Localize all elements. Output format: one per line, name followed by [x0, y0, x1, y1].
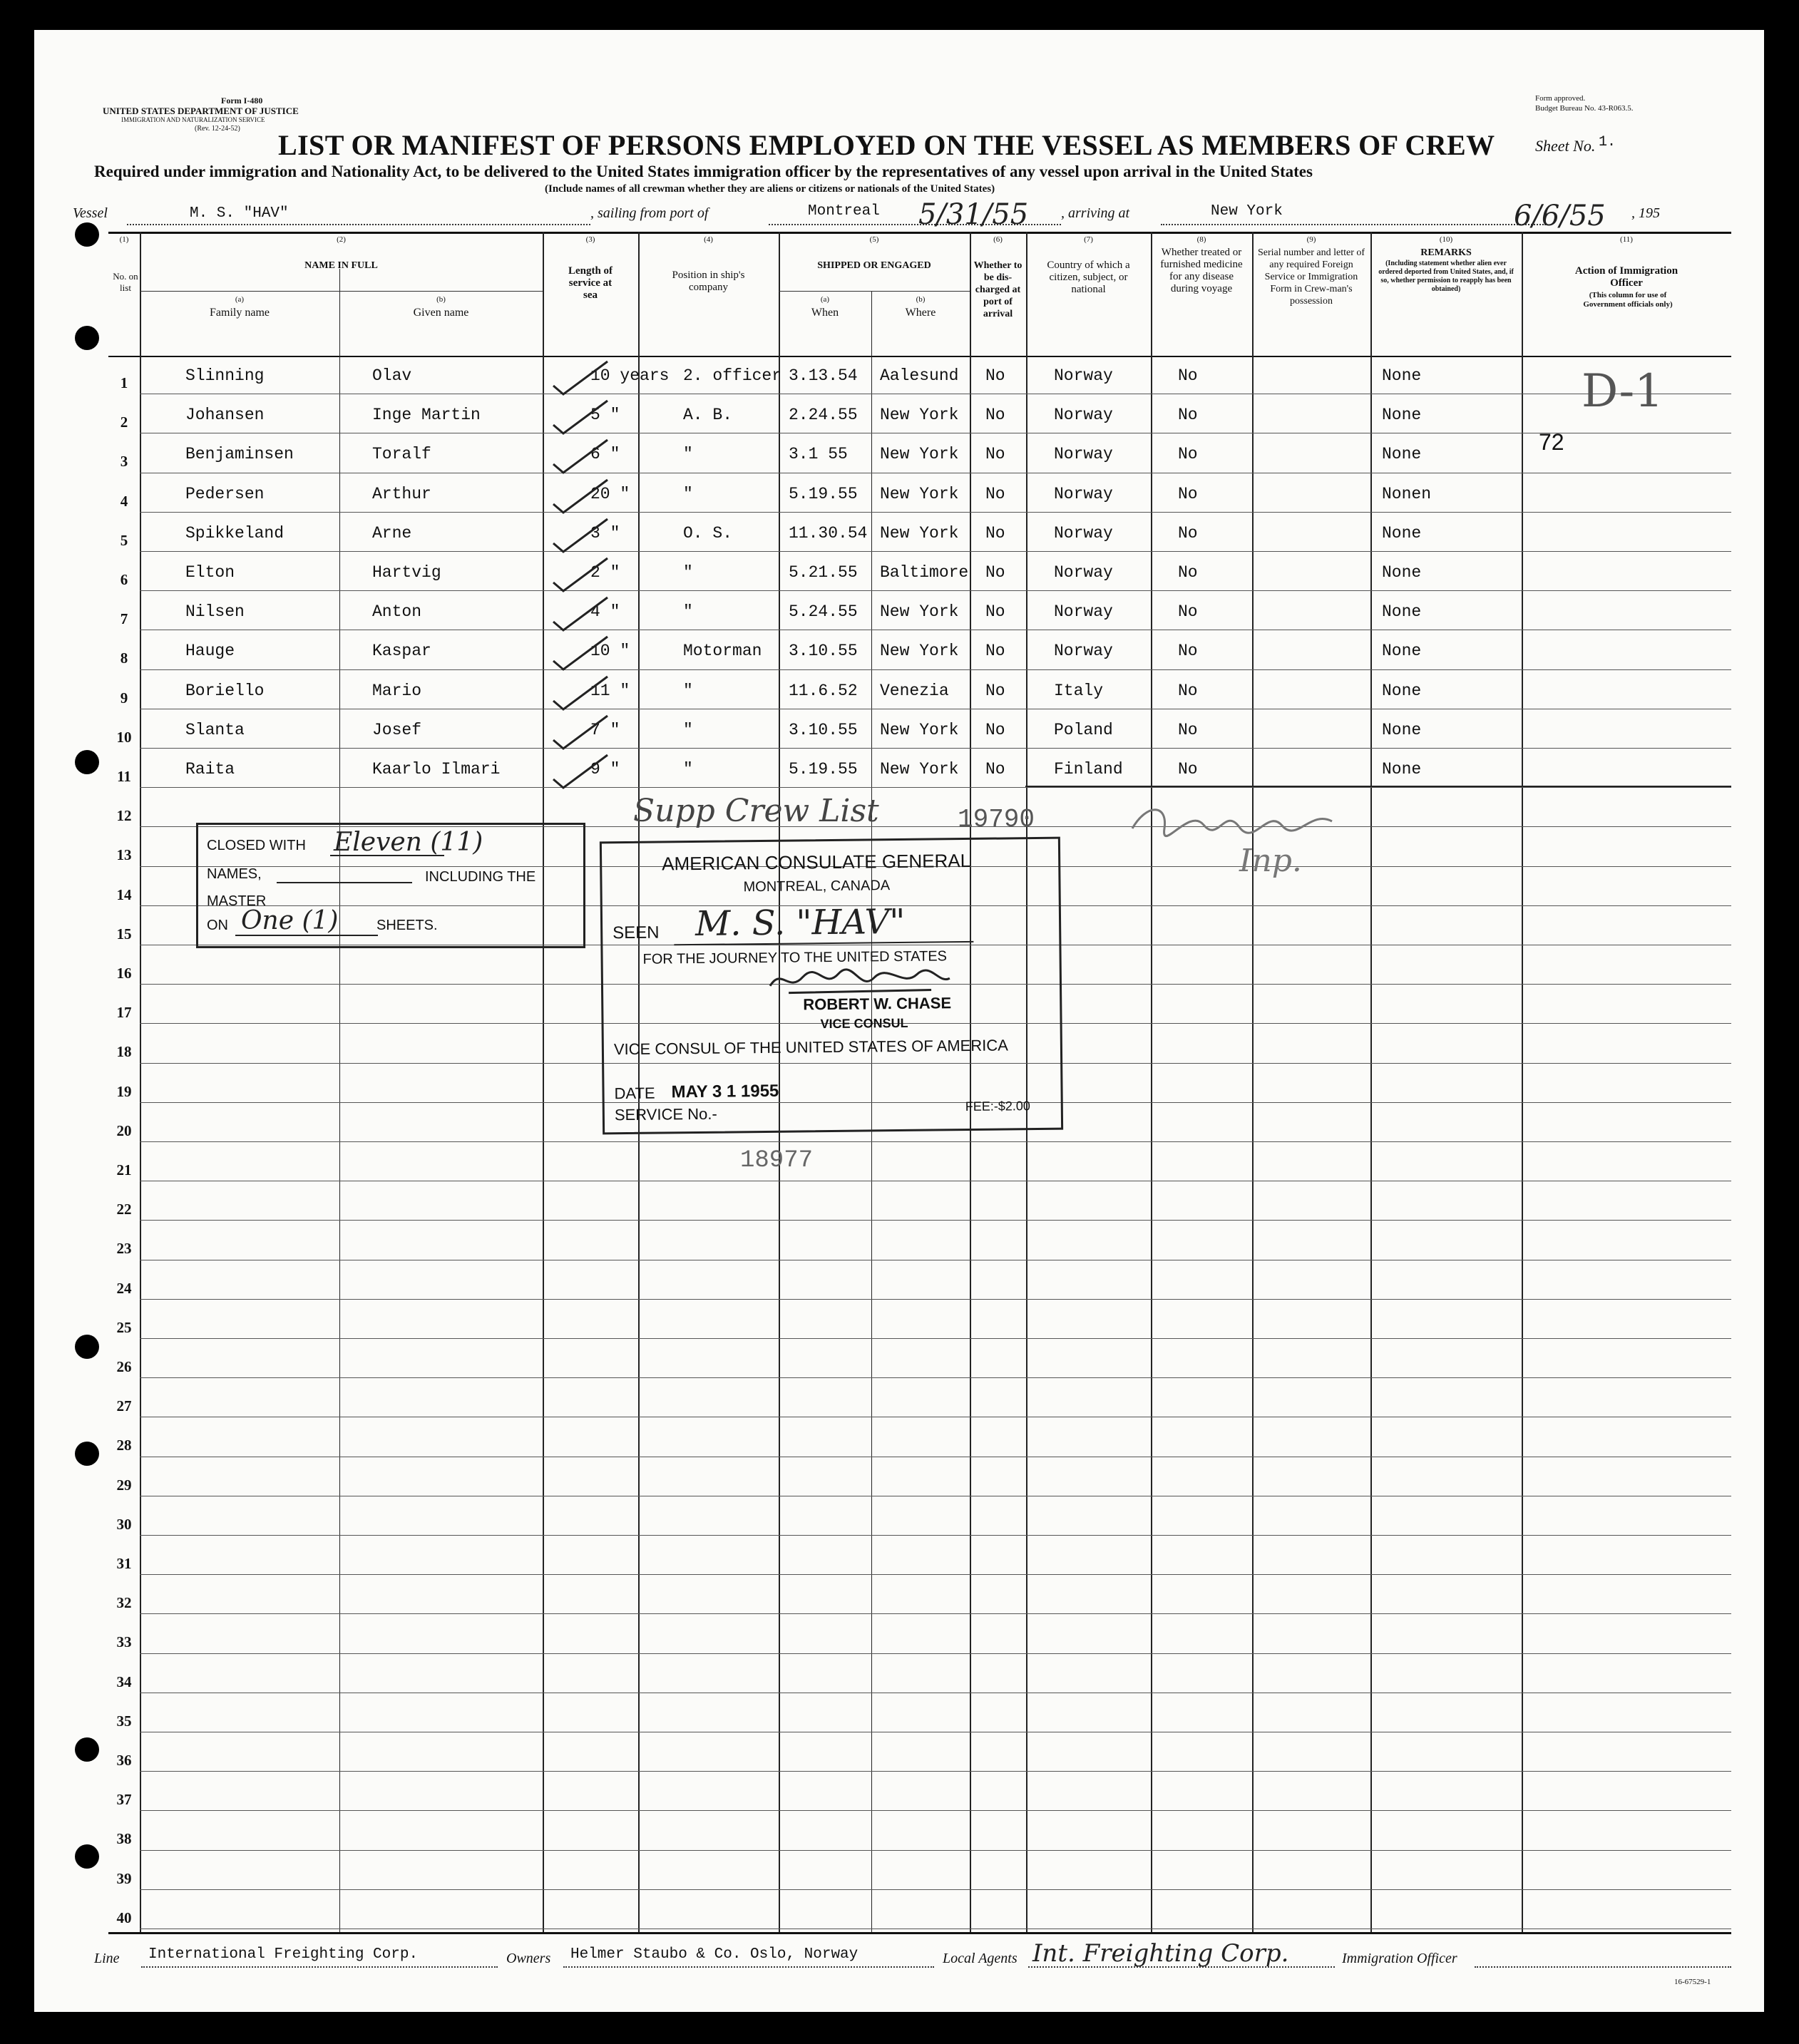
row-number: 23 — [116, 1240, 132, 1258]
row-number: 33 — [116, 1633, 132, 1651]
row-number: 38 — [116, 1830, 132, 1848]
row-number: 10 — [116, 728, 132, 746]
medicine-cell: No — [1178, 406, 1198, 425]
sheets-count: One (1) — [241, 906, 339, 935]
row-number: 8 — [120, 649, 128, 667]
arrival-port: New York — [1211, 203, 1283, 220]
row-number: 28 — [116, 1437, 132, 1454]
remarks-cell: None — [1382, 445, 1422, 464]
row-number: 4 — [120, 492, 128, 510]
family-name-cell: Slinning — [185, 366, 265, 385]
row-rule — [140, 1220, 1731, 1221]
remarks-cell: None — [1382, 602, 1422, 622]
seen-vessel: M. S. "HAV" — [695, 901, 906, 944]
consulate-title: AMERICAN CONSULATE GENERAL — [662, 849, 971, 875]
row-number: 36 — [116, 1752, 132, 1769]
row-number: 9 — [120, 689, 128, 707]
remarks-cell: None — [1382, 681, 1422, 700]
position-cell: " — [683, 602, 693, 622]
row-number: 7 — [120, 610, 128, 628]
col-number-label: (10) — [1439, 235, 1453, 244]
consulate-stamp — [600, 837, 1063, 1135]
row-rule — [140, 1613, 1731, 1614]
discharged-cell: No — [985, 720, 1005, 739]
arrival-date: 6/6/55 — [1514, 200, 1606, 232]
action-mark: D-1 — [1582, 365, 1664, 418]
row-number: 32 — [116, 1594, 132, 1612]
discharged-cell: No — [985, 760, 1005, 779]
vessel-name: M. S. "HAV" — [190, 205, 289, 222]
row-number: 24 — [116, 1279, 132, 1297]
col-number-label: (3) — [585, 235, 595, 244]
stamp-fee: FEE:-$2.00 — [965, 1099, 1030, 1114]
row-number: 19 — [116, 1082, 132, 1100]
medicine-cell: No — [1178, 484, 1198, 503]
col-number-label: (1) — [119, 235, 129, 244]
medicine-cell: No — [1178, 642, 1198, 661]
country-cell: Norway — [1054, 523, 1113, 543]
family-name-cell: Pedersen — [185, 484, 265, 503]
row-number: 14 — [116, 885, 132, 903]
col-number-label: (9) — [1306, 235, 1316, 244]
position-cell: " — [683, 760, 693, 779]
row-number: 12 — [116, 807, 132, 825]
shipped-when-cell: 3.1 55 — [789, 445, 848, 464]
shipped-when-cell: 5.24.55 — [789, 602, 858, 622]
row-number: 30 — [116, 1515, 132, 1533]
arriving-label: , arriving at — [1061, 205, 1130, 221]
discharged-cell: No — [985, 445, 1005, 464]
given-name-cell: Anton — [372, 602, 422, 622]
sheet-number: 1. — [1599, 134, 1616, 150]
list-end-rule — [1025, 786, 1731, 787]
consulate-city: MONTREAL, CANADA — [743, 878, 891, 895]
col-list-number: No. on list — [113, 271, 138, 293]
discharged-cell: No — [985, 563, 1005, 582]
col-number-label: (7) — [1084, 235, 1093, 244]
row-number: 26 — [116, 1358, 132, 1375]
row-number: 11 — [117, 768, 131, 785]
family-name-cell: Spikkeland — [185, 523, 285, 543]
service-length-cell: 4 " — [590, 602, 620, 622]
check-mark-icon — [548, 396, 612, 439]
discharged-cell: No — [985, 681, 1005, 700]
check-mark-icon — [548, 476, 612, 518]
row-number: 39 — [116, 1869, 132, 1887]
form-title: LIST OR MANIFEST OF PERSONS EMPLOYED ON THE VESSEL AS MEMBERS OF CREW — [278, 129, 1495, 161]
family-name-cell: Benjaminsen — [185, 445, 294, 464]
row-number: 1 — [120, 374, 128, 391]
country-cell: Norway — [1054, 563, 1113, 582]
service-length-cell: 2 " — [590, 563, 620, 582]
consul-title: VICE CONSUL — [820, 1015, 908, 1032]
closed-with-count: Eleven (11) — [334, 828, 483, 857]
remarks-cell: None — [1382, 406, 1422, 425]
position-cell: " — [683, 563, 693, 582]
col-number-label: (6) — [993, 235, 1003, 244]
closed-with-label: CLOSED WITH — [207, 838, 306, 853]
row-number: 15 — [116, 925, 132, 943]
position-cell: " — [683, 720, 693, 739]
row-rule — [140, 1535, 1731, 1536]
binder-hole — [75, 326, 99, 350]
service-length-cell: 5 " — [590, 406, 620, 425]
binder-hole — [75, 222, 99, 247]
check-mark-icon — [548, 632, 612, 675]
medicine-cell: No — [1178, 445, 1198, 464]
service-length-cell: 10 " — [590, 642, 630, 661]
form-number: Form I-480 — [221, 96, 263, 106]
family-name-cell: Nilsen — [185, 602, 245, 622]
manifest-sheet — [34, 30, 1764, 2012]
row-number: 6 — [120, 571, 128, 588]
shipped-when-cell: 5.19.55 — [789, 484, 858, 503]
check-mark-icon — [548, 672, 612, 715]
inspector-note: Inp. — [1239, 843, 1302, 879]
row-number: 29 — [116, 1476, 132, 1494]
medicine-cell: No — [1178, 366, 1198, 385]
row-number: 17 — [116, 1004, 132, 1022]
col-immigration-action: Action of Immigration Officer — [1574, 265, 1678, 289]
col-medicine: Whether treated or furnished medicine for any disease during voyage — [1160, 247, 1243, 294]
service-length-cell: 6 " — [590, 445, 620, 464]
line-value: International Freighting Corp. — [148, 1946, 419, 1963]
shipped-where-cell: New York — [880, 484, 959, 503]
agents-label: Local Agents — [943, 1951, 1018, 1966]
col-country: Country of which a citizen, subject, or national — [1047, 260, 1130, 295]
line-label: Line — [94, 1951, 120, 1966]
row-number: 18 — [116, 1043, 132, 1061]
medicine-cell: No — [1178, 681, 1198, 700]
row-rule — [140, 1377, 1731, 1378]
remarks-cell: None — [1382, 720, 1422, 739]
shipped-where-cell: Aalesund — [880, 366, 959, 385]
row-number: 37 — [116, 1791, 132, 1809]
check-mark-icon — [548, 712, 612, 754]
col-name-in-full: NAME IN FULL — [304, 260, 378, 271]
given-name-cell: Olav — [372, 366, 412, 385]
stamp-date-label: DATE — [614, 1084, 655, 1103]
closed-with-stamp — [196, 823, 585, 948]
remarks-cell: None — [1382, 563, 1422, 582]
row-rule — [140, 1771, 1731, 1772]
shipped-when-cell: 11.6.52 — [789, 681, 858, 700]
col-position: Position in ship's company — [672, 269, 745, 293]
row-rule — [140, 1653, 1731, 1654]
given-name-cell: Arthur — [372, 484, 431, 503]
col-number-label: (b) — [916, 295, 926, 304]
row-number: 40 — [116, 1909, 132, 1926]
row-rule — [140, 512, 1731, 513]
departure-port: Montreal — [808, 203, 880, 220]
shipped-when-cell: 3.10.55 — [789, 720, 858, 739]
binder-hole — [75, 750, 99, 774]
form-instruction: (Include names of all crewman whether they are aliens or citizens or nationals of the United States) — [545, 183, 995, 195]
family-name-cell: Hauge — [185, 642, 235, 661]
given-name-cell: Kaspar — [372, 642, 431, 661]
year-label: , 195 — [1631, 205, 1660, 221]
check-mark-icon — [548, 751, 612, 794]
supp-list-number: 19790 — [958, 805, 1035, 834]
binder-hole — [75, 1844, 99, 1869]
given-name-cell: Arne — [372, 523, 412, 543]
discharged-cell: No — [985, 523, 1005, 543]
sail-date: 5/31/55 — [918, 198, 1029, 231]
shipped-where-cell: New York — [880, 523, 959, 543]
given-name-cell: Inge Martin — [372, 406, 481, 425]
shipped-where-cell: Baltimore — [880, 563, 969, 582]
remarks-cell: None — [1382, 760, 1422, 779]
consul-name: ROBERT W. CHASE — [803, 994, 952, 1014]
col-discharged: Whether to be dis-charged at port of arrival — [973, 260, 1022, 319]
discharged-cell: No — [985, 484, 1005, 503]
consul-office: VICE CONSUL OF THE UNITED STATES OF AMERICA — [613, 1036, 1008, 1059]
row-rule — [140, 748, 1731, 749]
family-name-cell: Elton — [185, 563, 235, 582]
sailing-label: , sailing from port of — [590, 205, 709, 221]
row-rule — [140, 1850, 1731, 1851]
budget-bureau-number: Budget Bureau No. 43-R063.5. — [1535, 104, 1634, 113]
row-number: 21 — [116, 1161, 132, 1178]
shipped-when-cell: 11.30.54 — [789, 523, 868, 543]
service-length-cell: 3 " — [590, 523, 620, 543]
col-shipped-or-engaged: SHIPPED OR ENGAGED — [817, 260, 931, 271]
position-cell: Motorman — [683, 642, 762, 661]
row-number: 16 — [116, 965, 132, 982]
country-cell: Norway — [1054, 406, 1113, 425]
row-rule — [140, 787, 1731, 788]
shipped-when-cell: 3.10.55 — [789, 642, 858, 661]
family-name-cell: Boriello — [185, 681, 265, 700]
country-cell: Norway — [1054, 602, 1113, 622]
shipped-when-cell: 2.24.55 — [789, 406, 858, 425]
form-revision: (Rev. 12-24-52) — [195, 125, 240, 133]
given-name-cell: Toralf — [372, 445, 431, 464]
immigration-officer-label: Immigration Officer — [1342, 1951, 1457, 1966]
col-number-label: (b) — [436, 295, 446, 304]
col-number-label: (5) — [869, 235, 879, 244]
row-number: 25 — [116, 1318, 132, 1336]
remarks-cell: Nonen — [1382, 484, 1432, 503]
agents-value: Int. Freighting Corp. — [1032, 1939, 1289, 1968]
col-when: When — [811, 307, 839, 319]
owners-value: Helmer Staubo & Co. Oslo, Norway — [570, 1946, 859, 1963]
inspector-signature — [1125, 800, 1339, 843]
shipped-when-cell: 3.13.54 — [789, 366, 858, 385]
including-label: INCLUDING THE — [425, 869, 536, 885]
department-name: UNITED STATES DEPARTMENT OF JUSTICE — [103, 106, 299, 116]
row-rule — [140, 1141, 1731, 1142]
row-number: 27 — [116, 1397, 132, 1415]
vessel-label: Vessel — [73, 205, 108, 221]
shipped-when-cell: 5.21.55 — [789, 563, 858, 582]
shipped-where-cell: New York — [880, 602, 959, 622]
shipped-when-cell: 5.19.55 — [789, 760, 858, 779]
sheet-number-label: Sheet No. — [1535, 137, 1596, 155]
country-cell: Finland — [1054, 760, 1123, 779]
col-remarks: REMARKS — [1420, 247, 1472, 258]
remarks-cell: None — [1382, 523, 1422, 543]
country-cell: Norway — [1054, 484, 1113, 503]
row-number: 35 — [116, 1712, 132, 1730]
check-mark-icon — [548, 515, 612, 558]
journey-text: FOR THE JOURNEY TO THE UNITED STATES — [642, 948, 948, 967]
discharged-cell: No — [985, 406, 1005, 425]
shipped-where-cell: New York — [880, 406, 959, 425]
row-rule — [140, 669, 1731, 670]
row-rule — [140, 1338, 1731, 1339]
form-approval: Form approved. — [1535, 94, 1586, 103]
binder-hole — [75, 1335, 99, 1359]
shipped-where-cell: Venezia — [880, 681, 949, 700]
family-name-cell: Raita — [185, 760, 235, 779]
col-number-label: (a) — [235, 295, 245, 304]
service-number-stamp: 18977 — [740, 1147, 814, 1174]
col-immigration-action-note: (This column for use of Government officials only) — [1583, 291, 1673, 309]
form-subtitle: Required under immigration and Nationality Act, to be delivered to the United States immigration officer by the representatives of any vessel upon arrival in the United States — [94, 163, 1313, 180]
master-label: MASTER — [207, 893, 267, 909]
col-family-name: Family name — [210, 307, 270, 319]
medicine-cell: No — [1178, 602, 1198, 622]
binder-hole — [75, 1442, 99, 1466]
country-cell: Italy — [1054, 681, 1104, 700]
row-number: 3 — [120, 453, 128, 471]
check-mark-icon — [548, 554, 612, 597]
position-cell: A. B. — [683, 406, 733, 425]
medicine-cell: No — [1178, 760, 1198, 779]
medicine-cell: No — [1178, 720, 1198, 739]
row-rule — [140, 590, 1731, 591]
country-cell: Norway — [1054, 445, 1113, 464]
col-remarks-note: (Including statement whether alien ever ordered deported from United States, and, if so, whether permission to reapply has been obtained) — [1378, 260, 1514, 293]
country-cell: Poland — [1054, 720, 1113, 739]
row-rule — [140, 1299, 1731, 1300]
shipped-where-cell: New York — [880, 760, 959, 779]
col-where: Where — [905, 307, 936, 319]
country-cell: Norway — [1054, 366, 1113, 385]
col-number-label: (8) — [1196, 235, 1206, 244]
position-cell: " — [683, 484, 693, 503]
col-number-label: (11) — [1620, 235, 1633, 244]
col-given-name: Given name — [413, 307, 469, 319]
service-length-cell: 11 " — [590, 681, 630, 700]
check-mark-icon — [548, 357, 612, 400]
seen-label: SEEN — [613, 923, 660, 943]
service-no-label: SERVICE No.- — [614, 1104, 717, 1124]
position-cell: " — [683, 445, 693, 464]
discharged-cell: No — [985, 642, 1005, 661]
row-number: 13 — [116, 846, 132, 864]
given-name-cell: Hartvig — [372, 563, 441, 582]
position-cell: O. S. — [683, 523, 733, 543]
col-number-label: (4) — [704, 235, 713, 244]
family-name-cell: Slanta — [185, 720, 245, 739]
col-serial-number: Serial number and letter of any required Foreign Service or Immigration Form in Crew-man's possession — [1257, 247, 1365, 307]
position-cell: " — [683, 681, 693, 700]
row-rule — [140, 1574, 1731, 1575]
medicine-cell: No — [1178, 563, 1198, 582]
sheets-label: SHEETS. — [376, 918, 438, 933]
row-number: 20 — [116, 1121, 132, 1139]
shipped-where-cell: New York — [880, 720, 959, 739]
row-number: 31 — [116, 1555, 132, 1572]
discharged-cell: No — [985, 366, 1005, 385]
row-number: 5 — [120, 531, 128, 549]
given-name-cell: Kaarlo Ilmari — [372, 760, 501, 779]
shipped-where-cell: New York — [880, 445, 959, 464]
row-rule — [140, 1810, 1731, 1811]
col-length-of-service: Length of service at sea — [568, 265, 613, 301]
given-name-cell: Josef — [372, 720, 422, 739]
check-mark-icon — [548, 593, 612, 636]
service-length-cell: 7 " — [590, 720, 620, 739]
row-rule — [140, 551, 1731, 552]
medicine-cell: No — [1178, 523, 1198, 543]
owners-label: Owners — [506, 1951, 551, 1966]
on-label: ON — [207, 918, 228, 933]
service-name: IMMIGRATION AND NATURALIZATION SERVICE — [121, 116, 265, 123]
service-length-cell: 9 " — [590, 760, 620, 779]
remarks-cell: None — [1382, 366, 1422, 385]
service-length-cell: 20 " — [590, 484, 630, 503]
country-cell: Norway — [1054, 642, 1113, 661]
position-cell: 2. officer — [683, 366, 782, 385]
supp-crew-list-note: Supp Crew List — [633, 793, 879, 829]
action-number: 72 — [1539, 429, 1564, 455]
row-number: 2 — [120, 414, 128, 431]
col-number-label: (a) — [820, 295, 830, 304]
consul-signature — [767, 962, 953, 997]
remarks-cell: None — [1382, 642, 1422, 661]
table-top-border — [108, 232, 1731, 234]
binder-hole — [75, 1737, 99, 1762]
col-number-label: (2) — [337, 235, 346, 244]
row-number: 22 — [116, 1201, 132, 1218]
row-rule — [140, 1889, 1731, 1890]
stamp-date: MAY 3 1 1955 — [671, 1081, 779, 1102]
names-label: NAMES, — [207, 866, 262, 882]
shipped-where-cell: New York — [880, 642, 959, 661]
family-name-cell: Johansen — [185, 406, 265, 425]
row-number: 34 — [116, 1673, 132, 1690]
print-code: 16-67529-1 — [1674, 1978, 1711, 1986]
discharged-cell: No — [985, 602, 1005, 622]
service-length-cell: 10 years — [590, 366, 670, 385]
given-name-cell: Mario — [372, 681, 422, 700]
check-mark-icon — [548, 436, 612, 478]
